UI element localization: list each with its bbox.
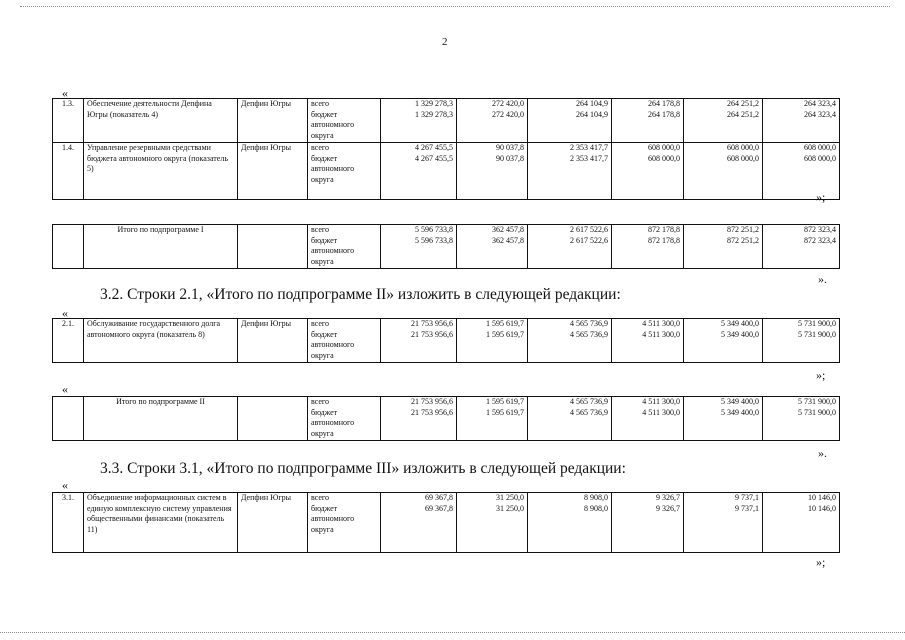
- closing-quote: ».: [818, 446, 827, 460]
- closing-quote: »;: [816, 190, 826, 204]
- value-cell: 264 251,2 264 251,2: [684, 99, 763, 143]
- row-number: 3.1.: [53, 493, 84, 553]
- closing-quote: ».: [818, 272, 827, 286]
- subtotal-name: Итого по подпрограмме I: [84, 225, 238, 269]
- value-cell: 264 104,9 264 104,9: [528, 99, 612, 143]
- value-cell: 1 595 619,7 1 595 619,7: [457, 397, 528, 441]
- value-cell: 5 349 400,0 5 349 400,0: [684, 397, 763, 441]
- value-cell: 264 178,8 264 178,8: [612, 99, 684, 143]
- value-cell: 5 731 900,0 5 731 900,0: [763, 319, 840, 363]
- table-row-3-1: [52, 492, 840, 553]
- value-cell: 4 511 300,0 4 511 300,0: [612, 319, 684, 363]
- row-org: Депфин Югры: [238, 493, 308, 553]
- row-org: Депфин Югры: [238, 99, 308, 143]
- closing-quote: »;: [816, 555, 826, 569]
- value-cell: 608 000,0 608 000,0: [684, 143, 763, 200]
- value-cell: 4 565 736,9 4 565 736,9: [528, 319, 612, 363]
- value-cell: 872 251,2 872 251,2: [684, 225, 763, 269]
- subtotal-name: Итого по подпрограмме II: [84, 397, 238, 441]
- value-cell: 10 146,0 10 146,0: [763, 493, 840, 553]
- row-number: 1.3.: [53, 99, 84, 143]
- table-subtotal-2: [52, 396, 840, 441]
- table-row: [53, 493, 840, 553]
- row-number: 1.4.: [53, 143, 84, 200]
- value-cell: 9 326,7 9 326,7: [612, 493, 684, 553]
- value-cell: 69 367,8 69 367,8: [381, 493, 457, 553]
- value-cell: 2 617 522,6 2 617 522,6: [528, 225, 612, 269]
- table-rows-1-3-1-4: [52, 98, 840, 200]
- value-cell: 1 329 278,3 1 329 278,3: [381, 99, 457, 143]
- table-row: [53, 143, 840, 200]
- row-name: Объединение информационных систем в единую комплексную систему управления общественными финансами (показатель 11): [84, 493, 238, 553]
- table-row-2-1: [52, 318, 840, 363]
- row-name: Обеспечение деятельности Депфина Югры (показатель 4): [84, 99, 238, 143]
- value-cell: 5 349 400,0 5 349 400,0: [684, 319, 763, 363]
- section-heading-3-2: 3.2. Строки 2.1, «Итого по подпрограмме II» изложить в следующей редакции:: [100, 286, 621, 303]
- row-source: всего бюджет автономного округа: [308, 99, 381, 143]
- table-row: [53, 319, 840, 363]
- value-cell: 21 753 956,6 21 753 956,6: [381, 319, 457, 363]
- scan-edge-top: [20, 6, 890, 7]
- value-cell: 608 000,0 608 000,0: [612, 143, 684, 200]
- value-cell: 4 511 300,0 4 511 300,0: [612, 397, 684, 441]
- section-heading-3-3: 3.3. Строки 3.1, «Итого по подпрограмме III» изложить в следующей редакции:: [100, 460, 626, 477]
- opening-quote: «: [62, 306, 68, 320]
- value-cell: 264 323,4 264 323,4: [763, 99, 840, 143]
- row-source: всего бюджет автономного округа: [308, 225, 381, 269]
- row-name: Управление резервными средствами бюджета автономного округа (показатель 5): [84, 143, 238, 200]
- value-cell: 872 178,8 872 178,8: [612, 225, 684, 269]
- value-cell: 5 596 733,8 5 596 733,8: [381, 225, 457, 269]
- opening-quote: «: [62, 86, 68, 100]
- value-cell: 272 420,0 272 420,0: [457, 99, 528, 143]
- row-name: Обслуживание государственного долга автономного округа (показатель 8): [84, 319, 238, 363]
- row-org: Депфин Югры: [238, 319, 308, 363]
- value-cell: 21 753 956,6 21 753 956,6: [381, 397, 457, 441]
- value-cell: 2 353 417,7 2 353 417,7: [528, 143, 612, 200]
- row-source: всего бюджет автономного округа: [308, 319, 381, 363]
- value-cell: 608 000,0 608 000,0: [763, 143, 840, 200]
- row-source: всего бюджет автономного округа: [308, 143, 381, 200]
- closing-quote: »;: [816, 368, 826, 382]
- value-cell: 362 457,8 362 457,8: [457, 225, 528, 269]
- value-cell: 4 565 736,9 4 565 736,9: [528, 397, 612, 441]
- row-source: всего бюджет автономного округа: [308, 493, 381, 553]
- opening-quote: «: [62, 382, 68, 396]
- row-number: 2.1.: [53, 319, 84, 363]
- table-row: [53, 225, 840, 269]
- value-cell: 1 595 619,7 1 595 619,7: [457, 319, 528, 363]
- value-cell: 9 737,1 9 737,1: [684, 493, 763, 553]
- value-cell: 4 267 455,5 4 267 455,5: [381, 143, 457, 200]
- row-source: всего бюджет автономного округа: [308, 397, 381, 441]
- value-cell: 90 037,8 90 037,8: [457, 143, 528, 200]
- value-cell: 872 323,4 872 323,4: [763, 225, 840, 269]
- value-cell: 8 908,0 8 908,0: [528, 493, 612, 553]
- opening-quote: «: [62, 478, 68, 492]
- table-subtotal-1: [52, 224, 840, 269]
- scan-edge-bottom: [0, 632, 905, 633]
- value-cell: 31 250,0 31 250,0: [457, 493, 528, 553]
- page-number: 2: [442, 36, 448, 48]
- table-row: [53, 99, 840, 143]
- row-org: Депфин Югры: [238, 143, 308, 200]
- table-row: [53, 397, 840, 441]
- value-cell: 5 731 900,0 5 731 900,0: [763, 397, 840, 441]
